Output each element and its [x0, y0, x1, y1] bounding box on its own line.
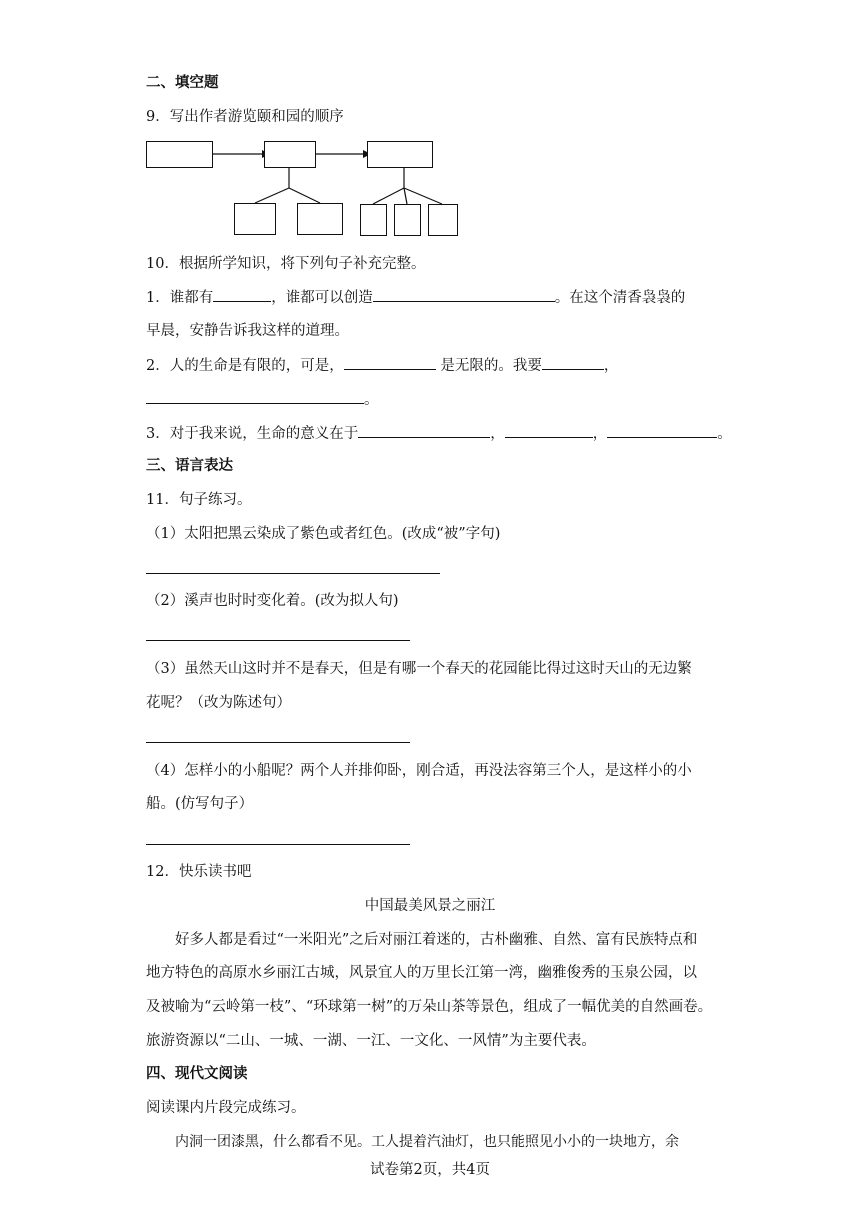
q10-line-1-cont: 早晨，安静告诉我这样的道理。: [146, 323, 349, 339]
q10-text: 。: [717, 426, 732, 442]
q11-part-4-cont: 船。(仿写句子）: [146, 796, 254, 812]
route-box-1[interactable]: [146, 141, 213, 168]
q10-line-3: [146, 423, 732, 444]
q10-blank-6[interactable]: [358, 423, 490, 438]
q10-text: ，: [592, 426, 608, 442]
route-sub-box-3b[interactable]: [394, 204, 421, 236]
q11-part-4: （4）怎样小的小船呢？两个人并排仰卧，刚合适，再没法容第三个人，是这样小的小: [146, 763, 692, 779]
section-heading-reading: 四、现代文阅读: [146, 1065, 248, 1082]
route-sub-box-3c[interactable]: [428, 204, 458, 236]
q10-text: ，谁都可以创造: [271, 290, 373, 306]
q10-line-2-cont: [146, 389, 379, 410]
q11-part-1: （1）太阳把黑云染成了紫色或者红色。(改成“被”字句): [146, 526, 501, 542]
q10-text: ，: [490, 426, 505, 442]
question-10-prompt: 10．根据所学知识，将下列句子补充完整。: [146, 256, 426, 272]
q11-answer-line-4[interactable]: [146, 844, 410, 845]
q10-blank-4[interactable]: [542, 355, 604, 370]
q11-answer-line-3[interactable]: [146, 742, 410, 743]
q10-text: ，: [603, 358, 619, 374]
q10-line-2: [146, 355, 618, 376]
route-sub-box-3a[interactable]: [360, 204, 387, 236]
passage-line-1: 好多人都是看过“一米阳光”之后对丽江着迷的，古朴幽雅、自然、富有民族特点和: [175, 932, 698, 948]
passage-title: 中国最美风景之丽江: [364, 898, 496, 914]
route-sub-box-2a[interactable]: [234, 203, 276, 235]
route-sub-box-2b[interactable]: [297, 203, 343, 235]
question-9-prompt: 9．写出作者游览颐和园的顺序: [146, 109, 344, 125]
section-heading-fill-blank: 二、填空题: [146, 74, 219, 91]
q10-blank-2[interactable]: [373, 287, 555, 302]
q10-line-1: [146, 287, 685, 308]
section-heading-language: 三、语言表达: [146, 457, 233, 474]
page-footer: 试卷第2页，共4页: [370, 1162, 490, 1178]
passage-line-2: 地方特色的高原水乡丽江古城，风景宜人的万里长江第一湾，幽雅俊秀的玉泉公园，以: [146, 965, 697, 981]
q10-text: 。: [364, 392, 379, 408]
q10-blank-3[interactable]: [344, 355, 436, 370]
q10-blank-5[interactable]: [146, 389, 364, 404]
q10-text: 是无限的。我要: [440, 358, 542, 374]
q10-blank-8[interactable]: [607, 423, 717, 438]
question-11-prompt: 11．句子练习。: [146, 492, 252, 508]
q10-text: 3．对于我来说，生命的意义在于: [146, 426, 359, 442]
q10-blank-1[interactable]: [213, 287, 271, 302]
question-12-prompt: 12．快乐读书吧: [146, 864, 252, 880]
q11-part-3-cont: 花呢？（改为陈述句）: [146, 695, 291, 711]
q11-answer-line-1[interactable]: [146, 573, 440, 574]
q11-part-2: （2）溪声也时时变化着。(改为拟人句): [146, 593, 399, 609]
q10-text: 。在这个清香袅袅的: [554, 290, 686, 306]
passage-line-4: 旅游资源以“二山、一城、一湖、一江、一文化、一风情”为主要代表。: [146, 1033, 596, 1049]
q11-answer-line-2[interactable]: [146, 640, 410, 641]
q10-text: 2．人的生命是有限的，可是，: [146, 358, 344, 374]
reading-intro: 阅读课内片段完成练习。: [146, 1100, 306, 1116]
reading-passage-line-1: 内洞一团漆黑，什么都看不见。工人提着汽油灯，也只能照见小小的一块地方，余: [175, 1134, 679, 1150]
route-box-2[interactable]: [264, 141, 316, 168]
route-box-3[interactable]: [367, 141, 433, 168]
passage-line-3: 及被喻为“云岭第一枝”、“环球第一树”的万朵山茶等景色，组成了一幅优美的自然画卷。: [146, 999, 713, 1015]
q11-part-3: （3）虽然天山这时并不是春天，但是有哪一个春天的花园能比得过这时天山的无边繁: [146, 661, 692, 677]
q10-text: 1．谁都有: [146, 290, 214, 306]
q10-blank-7[interactable]: [505, 423, 593, 438]
